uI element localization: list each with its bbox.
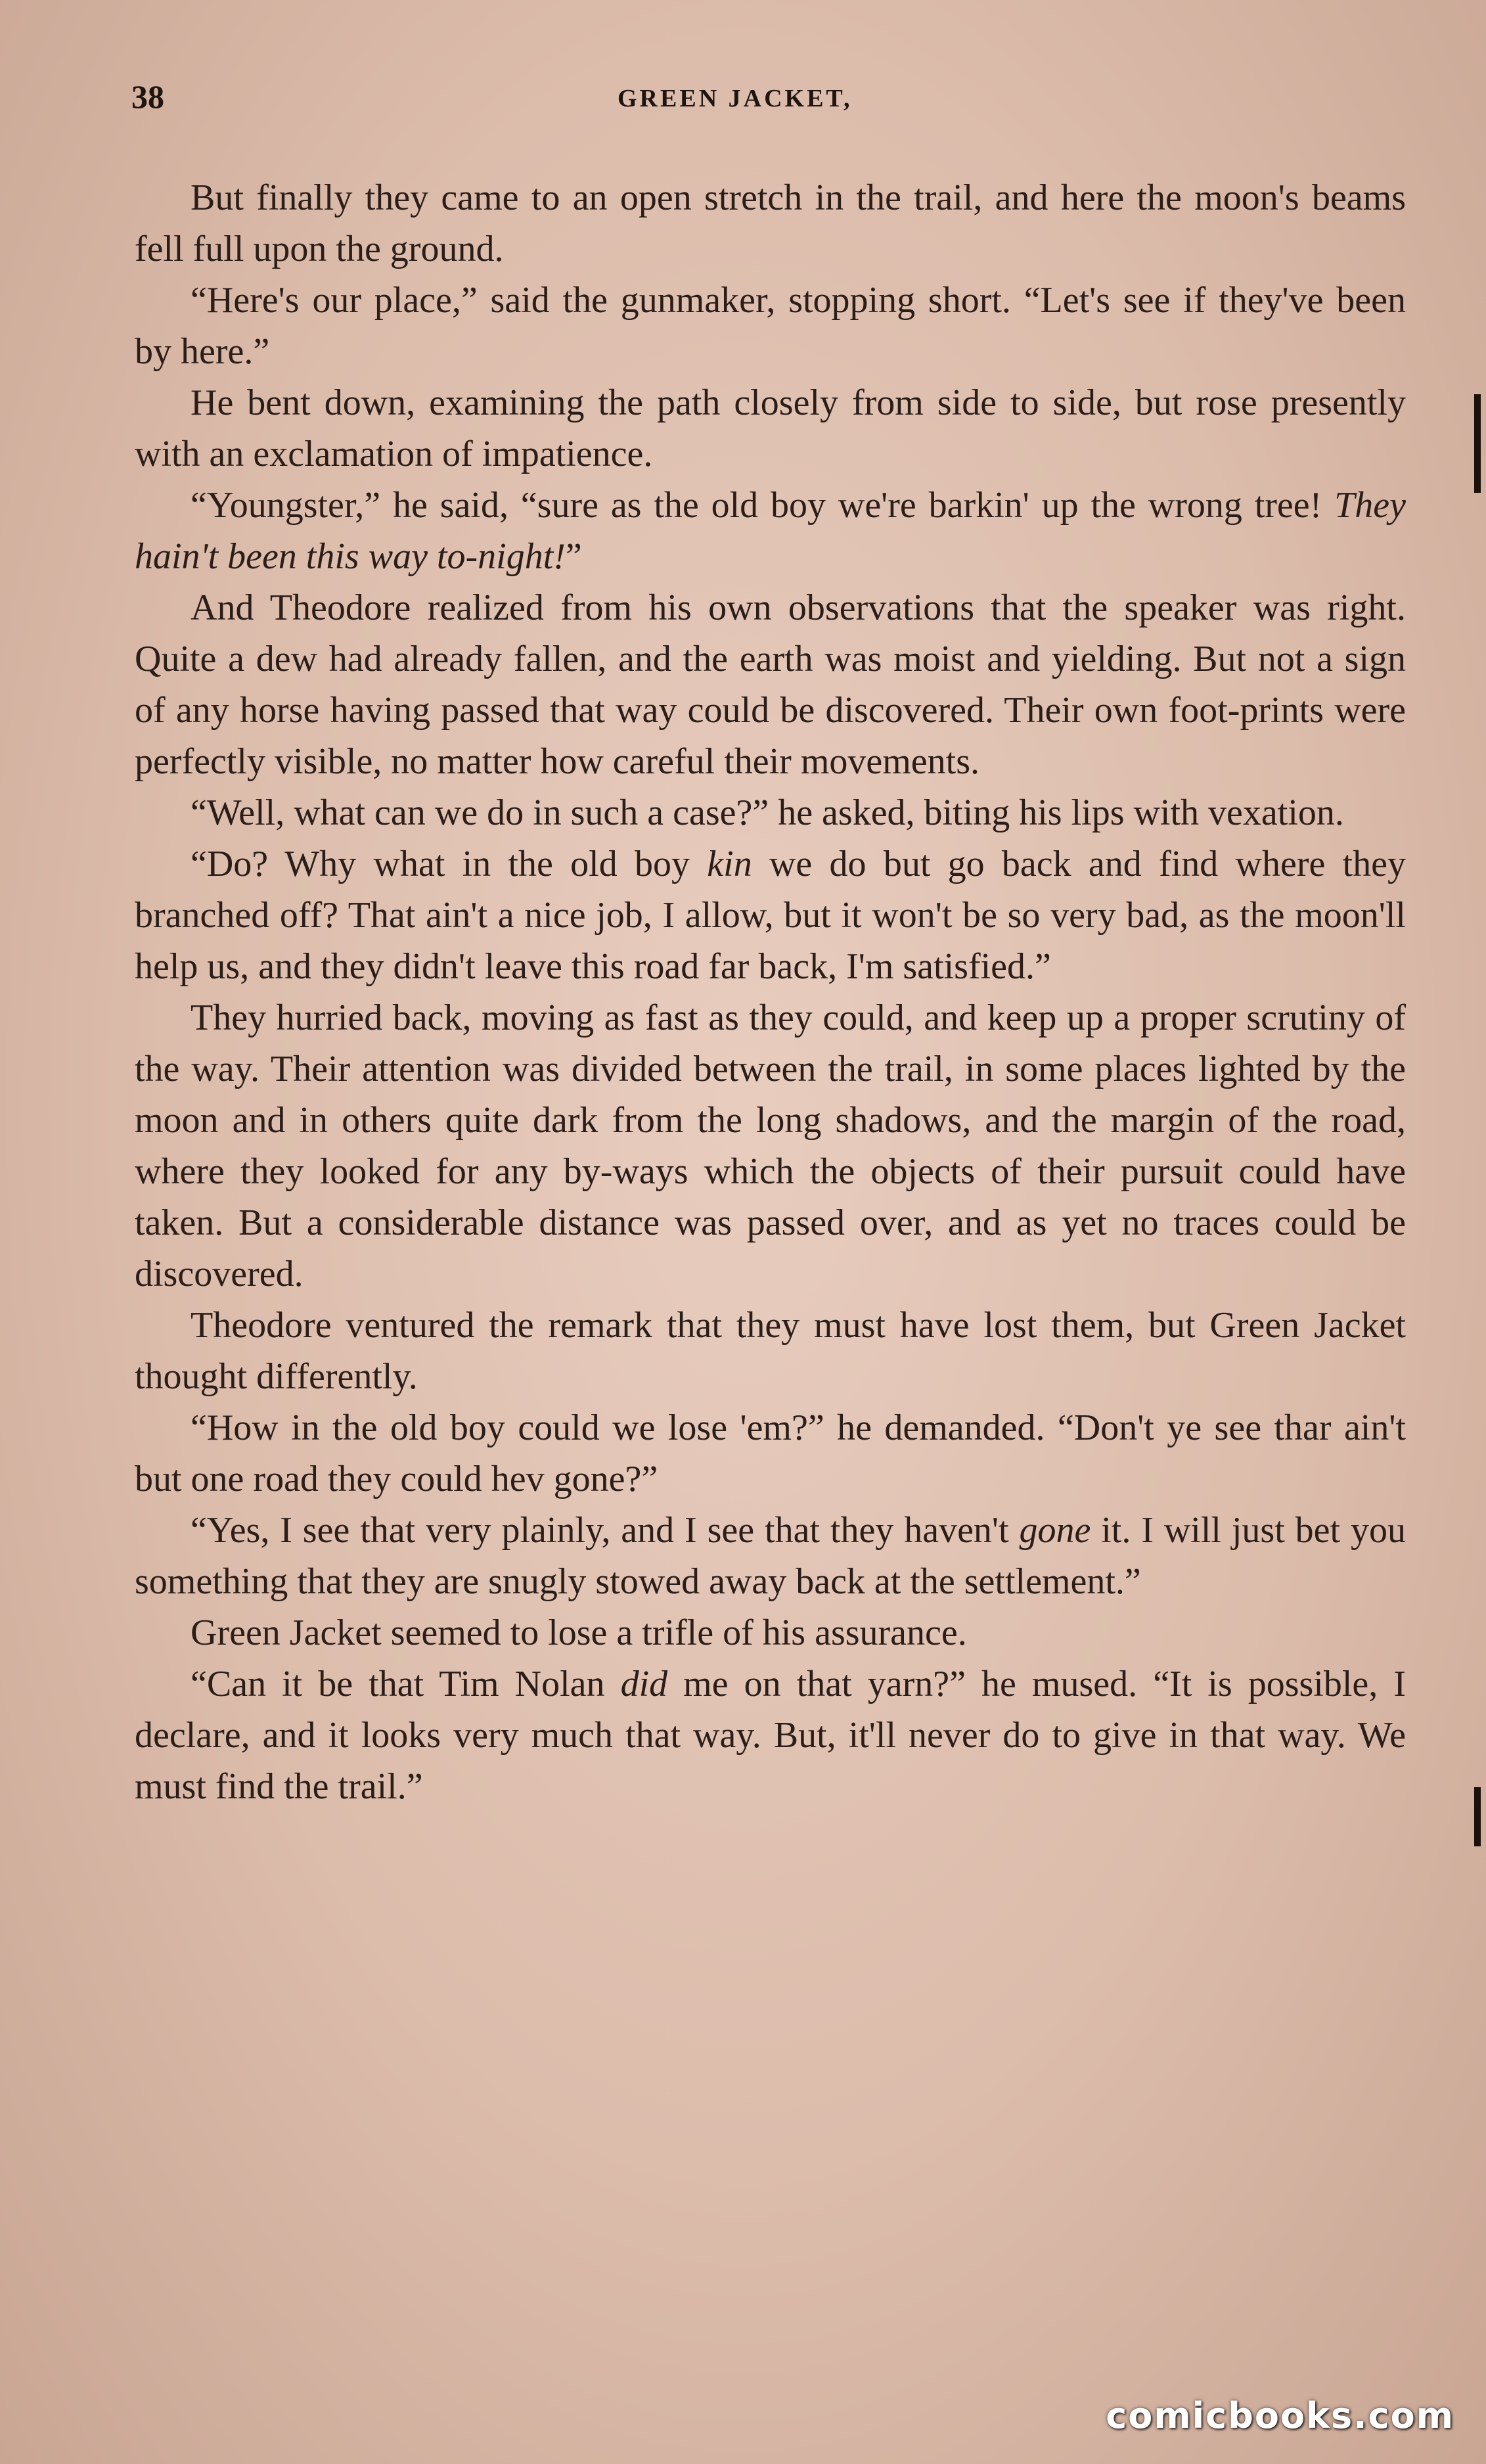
paragraph: [135, 275, 1406, 377]
page-edge-mark: [1474, 1787, 1481, 1846]
paragraph: [135, 377, 1406, 480]
paragraph-text: me on that yarn?” he mused. “It is possible, I declare, and it looks very much that way. But, it'll never do to give in that way. We must find the trail.”: [135, 1664, 1406, 1807]
paragraph-text: But finally they came to an open stretch in the trail, and here the moon's beams fell full upon the ground.: [135, 177, 1406, 269]
paragraph-text: “Well, what can we do in such a case?” he asked, biting his lips with vexation.: [191, 792, 1344, 833]
paragraph-text: “Yes, I see that very plainly, and I see that they haven't: [191, 1510, 1020, 1551]
italic-text: did: [620, 1664, 668, 1704]
paragraph: [135, 1607, 1406, 1658]
paragraph-text: And Theodore realized from his own observations that the speaker was right. Quite a dew had already fallen, and the earth was moist and yielding. But not a sign of any horse having passed that way could be discovered. Their own foot-prints were perfectly visible, no matter how careful their movements.: [135, 587, 1406, 782]
paragraph-text: ”: [565, 536, 582, 577]
page-header: [0, 78, 1486, 130]
body-text: [135, 172, 1406, 1812]
paragraph: [135, 582, 1406, 787]
paragraph-text: it. I will just bet you something that they are snugly stowed away back at the settlement.”: [135, 1510, 1406, 1602]
paragraph-text: “Do? Why what in the old boy: [191, 844, 708, 884]
paragraph-text: “Youngster,” he said, “sure as the old boy we're barkin' up the wrong tree!: [191, 485, 1335, 526]
paragraph-text: They hurried back, moving as fast as they could, and keep up a proper scrutiny of the way. Their attention was divided between the trail, in some places lighted by the moon and in others quite dark from the long shadows, and the margin of the road, where they looked for any by-ways which the objects of their pursuit could have taken. But a considerable distance was passed over, and as yet no traces could be discovered.: [135, 997, 1406, 1294]
page-number: 38: [131, 78, 164, 115]
page-edge-mark: [1474, 394, 1481, 493]
paragraph: [135, 1658, 1406, 1812]
paragraph: [135, 1402, 1406, 1505]
paragraph: [135, 172, 1406, 275]
paragraph-text: we do but go back and find where they branched off? That ain't a nice job, I allow, but it won't be so very bad, as the moon'll help us, and they didn't leave this road far back, I'm satisfied.”: [135, 844, 1407, 987]
italic-text: kin: [707, 844, 752, 884]
paragraph: [135, 1505, 1406, 1607]
italic-text: They hain't been this way to-night!: [135, 485, 1406, 577]
paragraph: [135, 838, 1406, 992]
paragraph-text: “Can it be that Tim Nolan: [191, 1664, 621, 1704]
paragraph-text: He bent down, examining the path closely from side to side, but rose presently with an exclamation of impatience.: [135, 382, 1406, 474]
paragraph-text: “Here's our place,” said the gunmaker, stopping short. “Let's see if they've been by here.”: [135, 280, 1406, 372]
paragraph: [135, 1300, 1406, 1402]
paragraph-text: Theodore ventured the remark that they must have lost them, but Green Jacket thought differently.: [135, 1305, 1406, 1397]
paragraph: [135, 787, 1406, 838]
watermark: comicbooks.com: [1106, 2395, 1454, 2436]
paragraph-text: Green Jacket seemed to lose a trifle of his assurance.: [191, 1612, 967, 1653]
paragraph: [135, 480, 1406, 582]
italic-text: gone: [1019, 1510, 1091, 1551]
paragraph-text: “How in the old boy could we lose 'em?” he demanded. “Don't ye see thar ain't but one road they could hev gone?”: [135, 1407, 1406, 1499]
running-head: GREEN JACKET,: [618, 85, 853, 112]
paragraph: [135, 992, 1406, 1300]
